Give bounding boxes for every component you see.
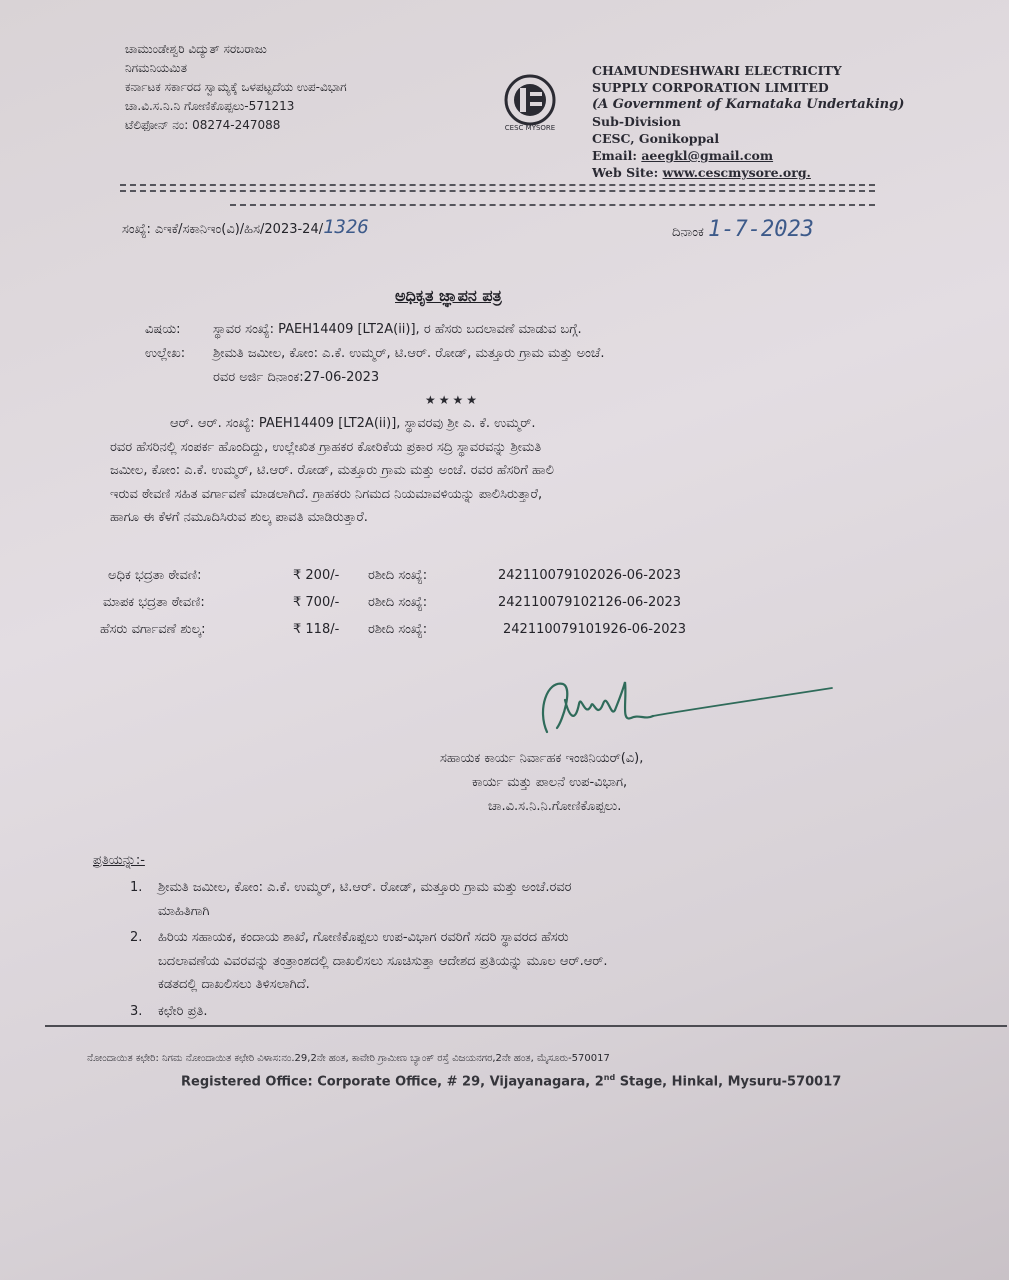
copy-line: ಕಡತದಲ್ಲಿ ದಾಖಲಿಸಲು ತಿಳಿಸಲಾಗಿದೆ. [158, 977, 310, 992]
footer-english [181, 1073, 841, 1089]
body-line: ಜಮೀಲ, ಕೋಂ: ಎ.ಕೆ. ಉಮ್ಮರ್, ಟಿ.ಆರ್. ರೋಡ್, ಮತ್ತೂರು ಗ್ರಾಮ ಮತ್ತು ಅಂಚೆ. ರವರ ಹೆಸರಿಗೆ ಹಾಲಿ [110, 463, 554, 478]
sub-division: Sub-Division [592, 114, 681, 129]
reference-block [145, 342, 604, 389]
company-name-line-2: SUPPLY CORPORATION LIMITED [592, 80, 829, 95]
body-line: ರವರ ಹೆಸರಿನಲ್ಲಿ ಸಂಪರ್ಕ ಹೊಂದಿದ್ದು, ಉಲ್ಲೇಖಿತ ಗ್ರಾಹಕರ ಕೋರಿಕೆಯ ಪ್ರಕಾರ ಸದ್ರಿ ಸ್ಥಾವರವನ್ನು ಶ್ರೀಮತಿ [110, 439, 542, 455]
ref-number: 1326 [323, 216, 369, 238]
receipt-number: 242110079102126-06-2023 [498, 595, 682, 610]
footer-divider [45, 1025, 1007, 1027]
signatory-line: ಸಹಾಯಕ ಕಾರ್ಯ ನಿರ್ವಾಹಕ ಇಂಜಿನಿಯರ್(ವಿ), [440, 751, 644, 766]
separator-stars: ★★★★ [425, 393, 481, 407]
header-kannada-line: ಟೆಲಿಫೋನ್ ನಂ: 08274-247088 [125, 118, 281, 132]
copy-line: ಶ್ರೀಮತಿ ಜಮೀಲ, ಕೋಂ: ಎ.ಕೆ. ಉಮ್ಮರ್, ಟಿ.ಆರ್. ರೋಡ್, ಮತ್ತೂರು ಗ್ರಾಮ ಮತ್ತು ಅಂಚೆ.ರವರ [158, 880, 572, 895]
fee-row [103, 595, 681, 610]
copy-line: ಹಿರಿಯ ಸಹಾಯಕ, ಕಂದಾಯ ಶಾಖೆ, ಗೋಣಿಕೊಪ್ಪಲು ಉಪ-ವಿಭಾಗ ರವರಿಗೆ ಸದರಿ ಸ್ಥಾವರದ ಹೆಸರು [158, 930, 569, 945]
body-line: ಹಾಗೂ ಈ ಕೆಳಗೆ ನಮೂದಿಸಿರುವ ಶುಲ್ಕ ಪಾವತಿ ಮಾಡಿರುತ್ತಾರೆ. [110, 510, 368, 525]
fee-amount: ₹ 118/- [293, 622, 340, 637]
fee-label: ಅಧಿಕ ಭದ್ರತಾ ಠೇವಣಿ: [108, 568, 202, 583]
copy-number: 3. [130, 1004, 143, 1019]
signatory-block [440, 747, 643, 819]
receipt-number: 242110079101926-06-2023 [503, 622, 687, 637]
reference-line-2: ರವರ ಅರ್ಜಿ ದಿನಾಂಕ:27-06-2023 [213, 369, 380, 385]
subject-label: ವಿಷಯ: [145, 322, 181, 337]
receipt-label: ರಶೀದಿ ಸಂಖ್ಯೆ: [368, 595, 428, 610]
footer-english-prefix: Registered Office: Corporate Office, # 29, Vijayanagara, 2 [181, 1074, 604, 1090]
copy-item [130, 926, 608, 997]
header-kannada-line: ಕರ್ನಾಟಕ ಸರ್ಕಾರದ ಸ್ವಾಮ್ಯಕ್ಕೆ ಒಳಪಟ್ಟದೆಯ ಉಪ-ವಿಭಾಗ [125, 80, 347, 94]
header-kannada [125, 40, 347, 135]
copies-label: ಪ್ರತಿಯನ್ನು:- [93, 853, 145, 868]
fee-row [108, 568, 681, 583]
website-label: Web Site: [592, 165, 659, 180]
logo-text: CESC MYSORE [504, 124, 556, 132]
copy-number: 1. [130, 880, 143, 895]
letter-date [672, 218, 814, 245]
footer-english-sup: nd [603, 1073, 616, 1082]
fee-amount: ₹ 700/- [293, 595, 340, 610]
copy-item [130, 876, 572, 923]
header-divider [230, 204, 875, 206]
fee-label: ಮಾಪಕ ಭದ್ರತಾ ಠೇವಣಿ: [103, 595, 205, 610]
receipt-number: 242110079102026-06-2023 [498, 568, 682, 583]
signature [535, 670, 835, 749]
header-kannada-line: ನಿಗಮನಿಯಮಿತ [125, 61, 187, 75]
document-title: ಅಧಿಕೃತ ಜ್ಞಾಪನ ಪತ್ರ [395, 286, 502, 305]
ref-label: ಸಂಖ್ಯೆ: ಎಇಕೆ/ಸಕಾನಿಇಂ(ವಿ)/ಹಿಸ/2023-24/ [122, 222, 324, 237]
reference-line-1: ಶ್ರೀಮತಿ ಜಮೀಲ, ಕೋಂ: ಎ.ಕೆ. ಉಮ್ಮರ್, ಟಿ.ಆರ್. ರೋಡ್, ಮತ್ತೂರು ಗ್ರಾಮ ಮತ್ತು ಅಂಚೆ. [213, 346, 605, 361]
reference-label: ಉಲ್ಲೇಖ: [145, 346, 186, 361]
company-name-line-1: CHAMUNDESHWARI ELECTRICITY [592, 63, 842, 78]
copy-line: ಕಛೇರಿ ಪ್ರತಿ. [158, 1004, 208, 1019]
email-link[interactable]: aeegkl@gmail.com [641, 148, 774, 163]
govt-undertaking: (A Government of Karnataka Undertaking) [592, 97, 905, 112]
subject-text: ಸ್ಥಾವರ ಸಂಖ್ಯೆ: PAEH14409 [LT2A(ii)], ರ ಹೆಸರು ಬದಲಾವಣೆ ಮಾಡುವ ಬಗ್ಗೆ. [213, 322, 582, 337]
date-label: ದಿನಾಂಕ [672, 225, 704, 240]
fee-label: ಹೆಸರು ವರ್ಗಾವಣೆ ಶುಲ್ಕ: [100, 622, 206, 637]
fee-amount: ₹ 200/- [293, 568, 340, 583]
date-value: 1-7-2023 [707, 217, 814, 242]
cesc-logo [490, 72, 570, 132]
copy-line: ಬದಲಾವಣೆಯ ವಿವರವನ್ನು ತಂತ್ರಾಂಶದಲ್ಲಿ ದಾಖಲಿಸಲು ಸೂಚಿಸುತ್ತಾ ಆದೇಶದ ಪ್ರತಿಯನ್ನು ಮೂಲ ಆರ್.ಆರ್. [158, 953, 608, 969]
body-line: ಇರುವ ಠೇವಣಿ ಸಹಿತ ವರ್ಗಾವಣೆ ಮಾಡಲಾಗಿದೆ. ಗ್ರಾಹಕರು ನಿಗಮದ ನಿಯಮಾವಳಿಯನ್ನು ಪಾಲಿಸಿರುತ್ತಾರೆ, [110, 486, 543, 502]
footer-english-suffix: Stage, Hinkal, Mysuru-570017 [615, 1074, 842, 1090]
header-kannada-line: ಚಾಮುಂಡೇಶ್ವರಿ ವಿದ್ಯುತ್ ಸರಬರಾಜು [125, 42, 267, 56]
copy-number: 2. [130, 930, 143, 945]
copy-item [130, 1000, 208, 1024]
office-name: CESC, Gonikoppal [592, 131, 720, 146]
reference-number [122, 216, 369, 242]
signatory-line: ಕಾರ್ಯ ಮತ್ತು ಪಾಲನೆ ಉಪ-ವಿಭಾಗ, [472, 775, 628, 790]
email-label: Email: [592, 148, 637, 163]
receipt-label: ರಶೀದಿ ಸಂಖ್ಯೆ: [368, 568, 428, 583]
fee-row [100, 622, 686, 637]
subject-line [145, 318, 582, 342]
header-english [592, 62, 904, 181]
receipt-label: ರಶೀದಿ ಸಂಖ್ಯೆ: [368, 622, 428, 637]
header-kannada-line: ಚಾ.ವಿ.ಸ.ನಿ.ನಿ ಗೋಣಿಕೊಪ್ಪಲು-571213 [125, 99, 295, 113]
header-divider [120, 184, 875, 186]
header-divider [120, 190, 875, 192]
footer-kannada: ನೋಂದಾಯಿತ ಕಛೇರಿ: ನಿಗಮ ನೋಂದಾಯಿತ ಕಛೇರಿ ವಿಳಾಸ:ನಂ.29,2ನೇ ಹಂತ, ಕಾವೇರಿ ಗ್ರಾಮೀಣ ಬ್ಯಾಂಕ್ ರಸ್ತೆ ವಿಜಯನಗರ,2ನೇ ಹಂತ, ಮೈಸೂರು-570017 [87, 1053, 610, 1064]
body-line: ಆರ್. ಆರ್. ಸಂಖ್ಯೆ: PAEH14409 [LT2A(ii)], ಸ್ಥಾವರವು ಶ್ರೀ ಎ. ಕೆ. ಉಮ್ಮರ್. [170, 416, 536, 431]
website-line [592, 164, 904, 181]
signatory-line: ಚಾ.ವಿ.ಸ.ನಿ.ನಿ.ಗೋಣಿಕೊಪ್ಪಲು. [488, 799, 622, 814]
body-paragraph [110, 412, 554, 530]
email-line [592, 147, 904, 164]
website-link[interactable]: www.cescmysore.org. [662, 165, 811, 180]
copy-line: ಮಾಹಿತಿಗಾಗಿ [158, 903, 210, 919]
